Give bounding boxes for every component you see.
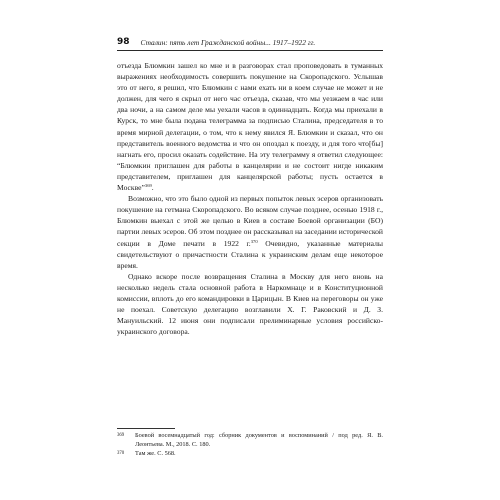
footnote-divider [117, 428, 175, 429]
footnote [117, 432, 383, 449]
footnote-number: 369 [117, 433, 125, 438]
paragraph: Возможно, что это было одной из первых попыток левых эсеров организовать покушение на гетмана Скоропадского. Во всяком случае позднее, осенью 1918 г., Блюмкин выехал с этой же целью в Киев в составе Боевой организации (БО) партии левых эсеров. Об этом позднее он рассказывал на заседании исторической секции в Доме печати в 1922 г.$^{370}$ Очевидно, указанные материалы свидетельствуют о причастности Сталина к украинским делам еще некоторое время. [117, 194, 383, 270]
footnotes [117, 428, 383, 460]
footnote-number: 370 [117, 451, 125, 457]
running-title: Сталин: пять лет Гражданской войны... 1917–1922 гг. [140, 38, 316, 47]
paragraph: отъезда Блюмкин зашел ко мне и в разговорах стал проповедовать в туманных выражениях необходимость совершить покушение на Скоропадского. Услышав это от него, я решил, что Блюмкин с нами ехать ни в коем случае не может и не должен, для чего я скрыл от него час отъезда, сказав, что мы уезжаем в час или два ночи, а на самом деле мы уехали часов в одиннадцать. Когда мы приехали в Курск, то мне была подана телеграмма за подписью Сталина, председателя в то время мирной делегации, о том, что к нему явился Я. Блюмкин и сказал, что он представитель военного ведомства и что он опоздал к поезду, и для того что[бы] нагнать его, просил оказать содействие. На эту телеграмму я ответил следующее: “Блюмкин приглашен для работы в канцелярии и не состоит нигде никаким представителем, приглашен для канцелярской работы; пусть остается в Москве”$^{369}$. [117, 61, 383, 193]
footnote [117, 450, 383, 459]
footnote-reference: 370 [250, 238, 258, 244]
footnote-text: Там же. С. 568. [135, 450, 176, 458]
page-header [117, 35, 383, 51]
paragraph: Однако вскоре после возвращения Сталина в Москву для него вновь на несколько недель стала основной работа в Наркомнаце и в Конституционной комиссии, вплоть до его командировки в Царицын. В Киев на переговоры он уже не поехал. Советскую делегацию возглавили Х. Г. Раковский и Д. З. Мануильский. 12 июня они подписали прелиминарные условия российско-украинского договора. [117, 271, 383, 337]
main-text [117, 60, 383, 337]
page-number: 98 [117, 37, 130, 47]
footnote-reference: 369 [144, 183, 152, 189]
footnote-text: Боевой восемнадцатый год: сборник документов и воспоминаний / под ред. Я. В. Леонтьева. М., 2018. С. 180. [135, 432, 383, 448]
